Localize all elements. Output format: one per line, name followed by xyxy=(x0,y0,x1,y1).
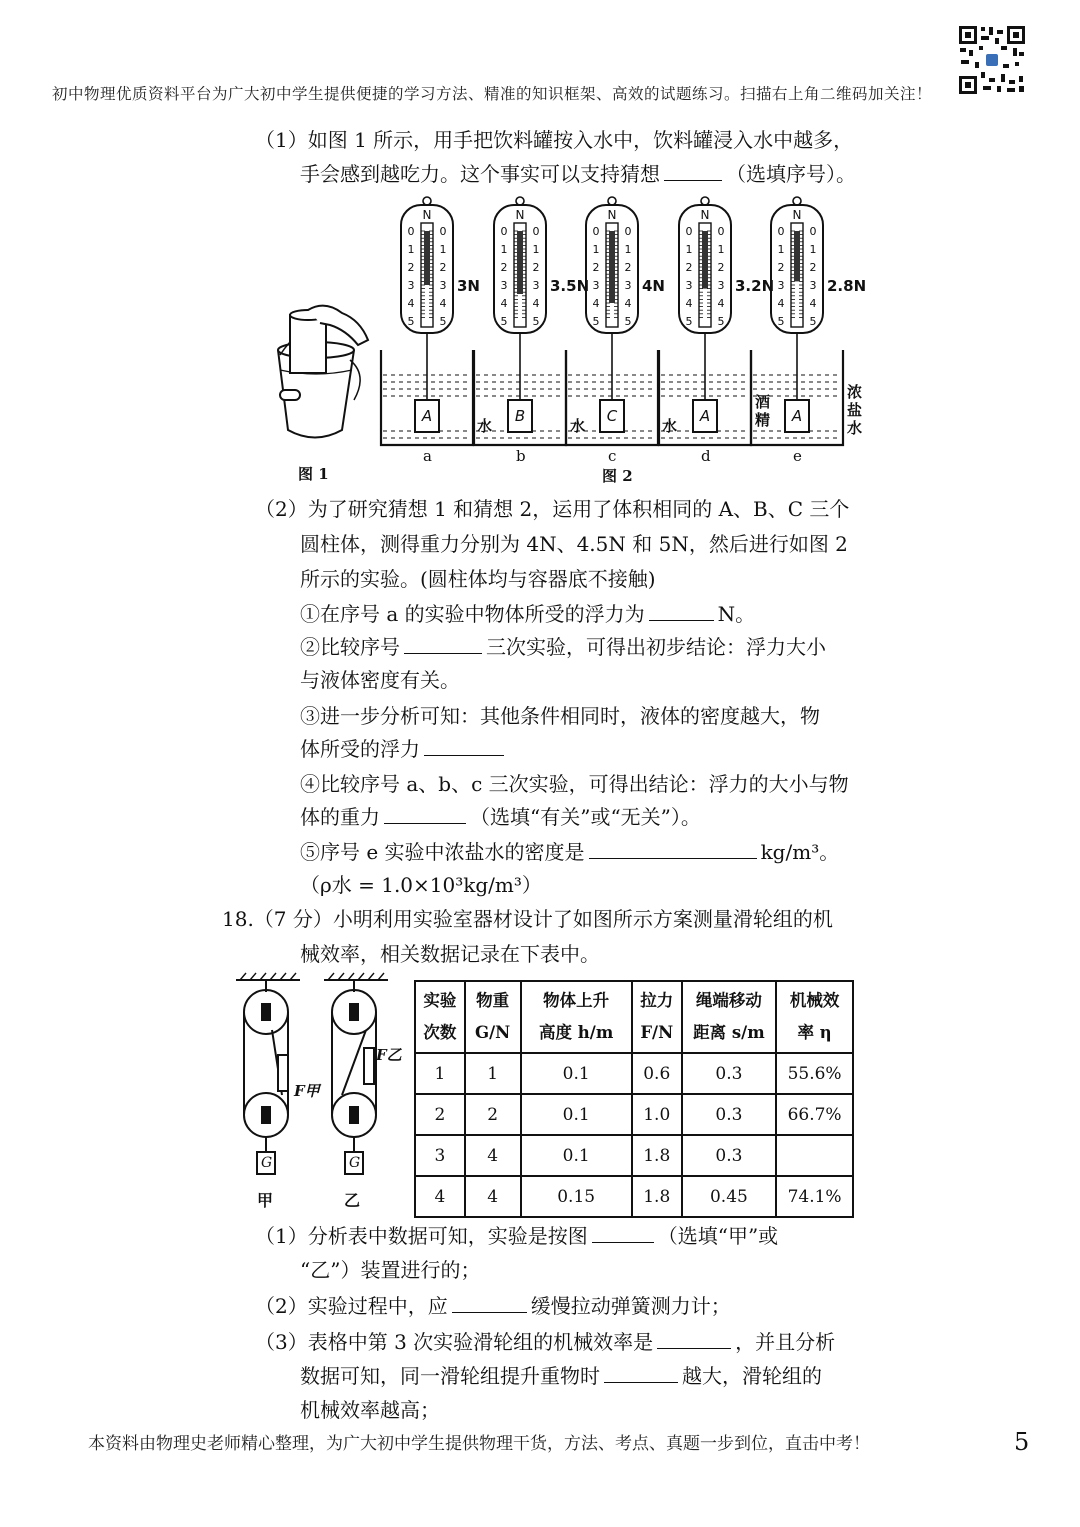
scale-unit-label: N xyxy=(700,208,710,222)
scale-tick-label-right: 4 xyxy=(439,297,447,310)
q17-p1-line1: （1）如图 1 所示，用手把饮料罐按入水中，饮料罐浸入水中越多， xyxy=(255,128,854,152)
weight-label-right: G xyxy=(349,1155,361,1171)
experiment-caption: a xyxy=(423,447,432,465)
scale-tick-label-right: 5 xyxy=(717,315,725,328)
table-cell: 0.3 xyxy=(682,1053,776,1094)
table-cell: 0.3 xyxy=(682,1094,776,1135)
table-cell: 74.1% xyxy=(776,1176,853,1217)
q18-a1-line1 xyxy=(255,1222,778,1250)
table-header-cell xyxy=(465,981,521,1053)
table-cell: 0.3 xyxy=(682,1135,776,1176)
scale-hook xyxy=(701,197,709,205)
scale-tick-label-right: 0 xyxy=(439,225,447,238)
table-cell: 0.1 xyxy=(521,1053,632,1094)
q18-a2-b: 缓慢拉动弹簧测力计； xyxy=(530,1294,731,1318)
q17-p2-line2: 圆柱体，测得重力分别为 4N、4.5N 和 5N，然后进行如图 2 xyxy=(300,532,848,556)
table-header-cell xyxy=(632,981,682,1053)
scale-spring-fill xyxy=(517,231,523,294)
experiment-caption: b xyxy=(516,447,526,465)
scale-tick-label-right: 2 xyxy=(809,261,817,274)
q17-s3-line1: ③进一步分析可知：其他条件相同时，液体的密度越大，物 xyxy=(300,704,820,728)
header-line: F/N xyxy=(640,1023,674,1042)
scale-tick-label-right: 3 xyxy=(717,279,725,292)
header-line: G/N xyxy=(475,1023,511,1042)
q17-p2-line1: （2）为了研究猜想 1 和猜想 2，运用了体积相同的 A、B、C 三个 xyxy=(255,497,850,521)
experiment-caption: c xyxy=(608,447,617,465)
q18-a1-line1-a: （1）分析表中数据可知，实验是按图 xyxy=(255,1224,588,1248)
table-cell: 2 xyxy=(465,1094,521,1135)
q17-p1-line2 xyxy=(300,160,856,188)
scale-tick-label-left: 4 xyxy=(777,297,785,310)
force-label-jia: F甲 xyxy=(294,1082,320,1100)
q18-a2-a: （2）实验过程中，应 xyxy=(255,1294,448,1318)
scale-tick-label-left: 3 xyxy=(685,279,693,292)
scale-tick-label-left: 1 xyxy=(500,243,508,256)
answer-blank-8[interactable] xyxy=(452,1292,527,1313)
scale-unit-label: N xyxy=(422,208,432,222)
cylinder-label: A xyxy=(699,407,711,425)
cylinder-label: A xyxy=(421,407,433,425)
q17-s4-line2-a: 体的重力 xyxy=(300,805,380,829)
scale-tick-label-left: 2 xyxy=(685,261,693,274)
table-cell: 0.45 xyxy=(682,1176,776,1217)
scale-tick-label-right: 2 xyxy=(439,261,447,274)
table-cell: 0.1 xyxy=(521,1135,632,1176)
q17-s4-line1: ④比较序号 a、b、c 三次实验，可得出结论：浮力的大小与物 xyxy=(300,772,849,796)
scale-tick-label-left: 1 xyxy=(592,243,600,256)
page-header-text: 初中物理优质资料平台为广大初中学生提供便捷的学习方法、精准的知识框架、高效的试题练习。扫描右上角二维码加关注！ xyxy=(52,85,933,103)
figure-1-label: 图 1 xyxy=(298,465,329,483)
scale-tick-label-right: 1 xyxy=(717,243,725,256)
table-cell: 0.15 xyxy=(521,1176,632,1217)
q18-a3-line2 xyxy=(300,1362,822,1390)
scale-unit-label: N xyxy=(515,208,525,222)
table-cell: 2 xyxy=(415,1094,465,1135)
scale-tick-label-right: 1 xyxy=(532,243,540,256)
table-row xyxy=(415,1135,853,1176)
scale-spring-fill xyxy=(424,231,430,285)
cylinder-label: A xyxy=(791,407,803,425)
liquid-label: 水 xyxy=(477,417,493,435)
table-header-cell xyxy=(415,981,465,1053)
q18-line1: 18.（7 分）小明利用实验室器材设计了如图所示方案测量滑轮组的机 xyxy=(222,907,833,931)
meter-reading-label: 2.8N xyxy=(827,277,867,295)
meter-reading-label: 3.5N xyxy=(550,277,590,295)
scale-tick-label-right: 2 xyxy=(624,261,632,274)
cylinder-label: C xyxy=(606,407,618,425)
q17-s2-line2: 与液体密度有关。 xyxy=(300,668,460,692)
q17-s5 xyxy=(300,838,839,866)
header-line: 物体上升 xyxy=(543,991,610,1010)
table-cell: 1.0 xyxy=(632,1094,682,1135)
scale-tick-label-left: 5 xyxy=(685,315,693,328)
table-cell: 1 xyxy=(465,1053,521,1094)
scale-tick-label-left: 5 xyxy=(777,315,785,328)
header-line: 物重 xyxy=(476,991,510,1010)
table-cell: 4 xyxy=(465,1135,521,1176)
liquid-label: 水 xyxy=(570,417,586,435)
table-cell: 1 xyxy=(415,1053,465,1094)
answer-blank-9[interactable] xyxy=(657,1328,731,1349)
scale-tick-label-right: 5 xyxy=(532,315,540,328)
scale-tick-label-left: 3 xyxy=(592,279,600,292)
scale-tick-label-left: 0 xyxy=(407,225,415,238)
table-header-cell xyxy=(776,981,853,1053)
q18-a3-line1-a: （3）表格中第 3 次实验滑轮组的机械效率是 xyxy=(255,1330,654,1354)
scale-tick-label-left: 2 xyxy=(500,261,508,274)
answer-blank-5[interactable] xyxy=(384,803,466,824)
answer-blank-3[interactable] xyxy=(404,633,482,654)
table-row xyxy=(415,1176,853,1217)
answer-blank-10[interactable] xyxy=(604,1362,678,1383)
q18-a2 xyxy=(255,1292,731,1320)
q17-s1-a: ①在序号 a 的实验中物体所受的浮力为 xyxy=(300,602,645,626)
q17-s1 xyxy=(300,600,755,628)
table-header-cell xyxy=(521,981,632,1053)
figure-2-label: 图 2 xyxy=(602,467,633,485)
q17-s4-line2-b: （选填“有关”或“无关”）。 xyxy=(470,805,701,829)
table-header-cell xyxy=(682,981,776,1053)
table-cell: 1.8 xyxy=(632,1176,682,1217)
scale-tick-label-left: 5 xyxy=(500,315,508,328)
q18-a3-line2-b: 越大，滑轮组的 xyxy=(682,1364,822,1388)
force-label-yi: F乙 xyxy=(376,1046,402,1064)
q17-s3-line2-text: 体所受的浮力 xyxy=(300,737,420,761)
header-line: 绳端移动 xyxy=(695,991,762,1010)
scale-tick-label-left: 2 xyxy=(777,261,785,274)
scale-unit-label: N xyxy=(607,208,617,222)
page-number: 5 xyxy=(1014,1428,1030,1456)
qr-code-image xyxy=(957,24,1027,96)
scale-tick-label-right: 3 xyxy=(809,279,817,292)
table-row xyxy=(415,1053,853,1094)
scale-tick-label-right: 0 xyxy=(532,225,540,238)
table-cell: 4 xyxy=(415,1176,465,1217)
q18-a3-line1-b: ，并且分析 xyxy=(735,1330,836,1354)
scale-tick-label-right: 1 xyxy=(439,243,447,256)
scale-tick-label-left: 0 xyxy=(685,225,693,238)
header-line: 实验 xyxy=(423,991,457,1010)
scale-spring-fill xyxy=(702,231,708,289)
table-cell: 0.1 xyxy=(521,1094,632,1135)
scale-tick-label-left: 5 xyxy=(592,315,600,328)
q17-s2-b: 三次实验，可得出初步结论：浮力大小 xyxy=(486,635,826,659)
table-cell xyxy=(776,1135,853,1176)
page-footer-text: 本资料由物理史老师精心整理，为广大初中学生提供物理干货，方法、考点、真题一步到位，直击中考！ xyxy=(88,1434,870,1454)
q17-s4-line2 xyxy=(300,803,701,831)
table-cell: 1.8 xyxy=(632,1135,682,1176)
scale-tick-label-right: 4 xyxy=(532,297,540,310)
scale-tick-label-left: 1 xyxy=(777,243,785,256)
pulley-name-jia: 甲 xyxy=(257,1191,274,1210)
liquid-label: 酒精 xyxy=(755,393,771,429)
table-cell: 0.6 xyxy=(632,1053,682,1094)
scale-tick-label-right: 0 xyxy=(717,225,725,238)
q17-s2-a: ②比较序号 xyxy=(300,635,400,659)
table-header-row xyxy=(415,981,853,1053)
figure-buoyancy xyxy=(250,195,870,490)
q18-a1-line1-b: （选填“甲”或 xyxy=(657,1224,779,1248)
scale-tick-label-right: 0 xyxy=(809,225,817,238)
q18-a1-line2: “乙”）装置进行的； xyxy=(300,1258,481,1282)
scale-tick-label-right: 4 xyxy=(809,297,817,310)
header-line: 机械效 xyxy=(789,991,840,1010)
pulley-systems-svg xyxy=(232,970,412,1215)
scale-tick-label-left: 2 xyxy=(592,261,600,274)
scale-tick-label-left: 5 xyxy=(407,315,415,328)
q17-s3-line2 xyxy=(300,735,508,763)
scale-hook xyxy=(516,197,524,205)
pulley-systems-figure xyxy=(232,970,412,1215)
meter-reading-label: 3.2N xyxy=(735,277,775,295)
scale-tick-label-left: 1 xyxy=(685,243,693,256)
table-cell: 3 xyxy=(415,1135,465,1176)
liquid-label: 浓盐水 xyxy=(847,383,863,437)
q17-s2 xyxy=(300,633,826,661)
scale-tick-label-right: 5 xyxy=(809,315,817,328)
answer-blank-6[interactable] xyxy=(589,838,757,859)
q17-s5-line2: （ρ水 = 1.0×10³kg/m³） xyxy=(300,873,542,897)
scale-tick-label-left: 3 xyxy=(407,279,415,292)
table-body xyxy=(415,981,853,1217)
buoyancy-figure-svg xyxy=(250,195,870,490)
scale-tick-label-left: 4 xyxy=(685,297,693,310)
scale-tick-label-left: 4 xyxy=(500,297,508,310)
scale-tick-label-right: 3 xyxy=(439,279,447,292)
table-row xyxy=(415,1094,853,1135)
header-line: 高度 h/m xyxy=(539,1023,614,1042)
scale-tick-label-right: 1 xyxy=(624,243,632,256)
q18-a3-line3: 机械效率越高； xyxy=(300,1398,440,1422)
scale-hook xyxy=(423,197,431,205)
scale-unit-label: N xyxy=(792,208,802,222)
header-line: 率 η xyxy=(797,1023,832,1042)
scale-spring-fill xyxy=(609,231,615,303)
scale-tick-label-right: 3 xyxy=(624,279,632,292)
scale-tick-label-right: 0 xyxy=(624,225,632,238)
cylinder-label: B xyxy=(514,407,526,425)
scale-tick-label-left: 1 xyxy=(407,243,415,256)
q18-a3-line2-a: 数据可知，同一滑轮组提升重物时 xyxy=(300,1364,600,1388)
table-cell: 55.6% xyxy=(776,1053,853,1094)
pulley-name-yi: 乙 xyxy=(344,1191,361,1210)
answer-blank-1[interactable] xyxy=(664,160,722,181)
header-line: 次数 xyxy=(423,1023,457,1042)
meter-reading-label: 4N xyxy=(642,277,665,295)
scale-tick-label-right: 2 xyxy=(717,261,725,274)
scale-tick-label-left: 0 xyxy=(500,225,508,238)
scale-tick-label-left: 3 xyxy=(500,279,508,292)
q18-line2: 械效率，相关数据记录在下表中。 xyxy=(300,942,600,966)
header-line: 拉力 xyxy=(640,991,674,1010)
q17-p1-line2-b: （选填序号）。 xyxy=(726,162,856,186)
scale-tick-label-right: 4 xyxy=(717,297,725,310)
scale-hook xyxy=(608,197,616,205)
answer-blank-7[interactable] xyxy=(592,1222,654,1243)
scale-tick-label-left: 0 xyxy=(592,225,600,238)
header-line: 距离 s/m xyxy=(693,1023,765,1042)
scale-tick-label-right: 5 xyxy=(624,315,632,328)
q18-a3-line1 xyxy=(255,1328,835,1356)
pulley-efficiency-table xyxy=(414,980,854,1218)
q17-p2-line3: 所示的实验。(圆柱体均与容器底不接触) xyxy=(300,567,656,591)
table-cell: 66.7% xyxy=(776,1094,853,1135)
qr-code xyxy=(957,24,1027,96)
experiment-caption: e xyxy=(793,447,802,465)
q17-s5-b: kg/m³。 xyxy=(760,840,840,864)
scale-tick-label-right: 4 xyxy=(624,297,632,310)
q17-s5-a: ⑤序号 e 实验中浓盐水的密度是 xyxy=(300,840,585,864)
experiment-caption: d xyxy=(701,447,711,465)
bucket-with-can-drawing xyxy=(278,306,368,438)
meter-reading-label: 3N xyxy=(457,277,480,295)
scale-tick-label-left: 4 xyxy=(592,297,600,310)
scale-tick-label-left: 2 xyxy=(407,261,415,274)
scale-tick-label-right: 3 xyxy=(532,279,540,292)
scale-tick-label-left: 3 xyxy=(777,279,785,292)
q17-p1-line2-a: 手会感到越吃力。这个事实可以支持猜想 xyxy=(300,162,660,186)
q17-s1-b: N。 xyxy=(717,602,756,626)
scale-tick-label-left: 4 xyxy=(407,297,415,310)
weight-label-left: G xyxy=(261,1155,273,1171)
scale-tick-label-left: 0 xyxy=(777,225,785,238)
liquid-label: 水 xyxy=(662,417,678,435)
scale-tick-label-right: 5 xyxy=(439,315,447,328)
answer-blank-4[interactable] xyxy=(424,735,504,756)
table-cell: 4 xyxy=(465,1176,521,1217)
scale-tick-label-right: 2 xyxy=(532,261,540,274)
scale-hook xyxy=(793,197,801,205)
answer-blank-2[interactable] xyxy=(649,600,714,621)
scale-spring-fill xyxy=(794,231,800,281)
scale-tick-label-right: 1 xyxy=(809,243,817,256)
